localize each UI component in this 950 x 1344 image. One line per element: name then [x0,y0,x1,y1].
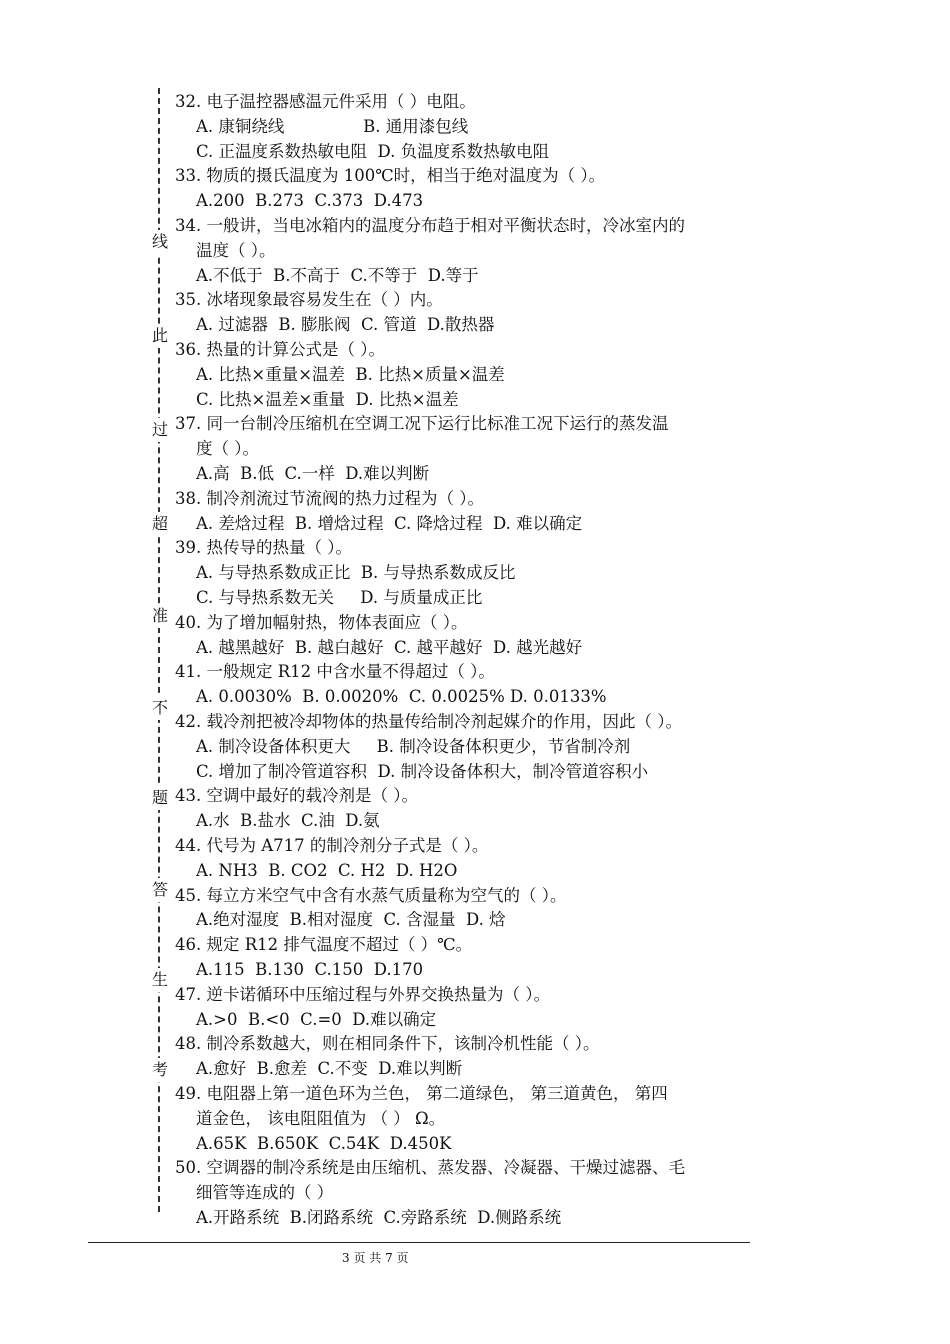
answer-options: A.不低于 B.不高于 C.不等于 D.等于 [196,265,479,285]
binding-char: 此 [150,324,170,348]
binding-char: 过 [150,418,170,442]
binding-char: 生 [150,968,170,992]
answer-options: C. 与导热系数无关 D. 与质量成正比 [196,588,483,607]
answer-options: A. NH3 B. CO2 C. H2 D. H2O [196,860,458,880]
answer-options: A.愈好 B.愈差 C.不变 D.难以判断 [196,1059,463,1079]
binding-char: 超 [150,512,170,536]
question-stem: 42. 载冷剂把被冷却物体的热量传给制冷剂起媒介的作用，因此（ ）。 [175,712,682,731]
question-stem: 48. 制冷系数越大，则在相同条件下，该制冷机性能（ ）。 [175,1034,600,1054]
answer-options: C. 增加了制冷管道容积 D. 制冷设备体积大，制冷管道容积小 [196,761,649,781]
answer-options: A.65K B.650K C.54K D.450K [196,1133,452,1153]
question-stem: 44. 代号为 A717 的制冷剂分子式是（ ）。 [175,836,489,855]
question-stem: 49. 电阻器上第一道色环为兰色， 第二道绿色， 第三道黄色， 第四 [175,1084,668,1103]
answer-options: A. 康铜绕线 B. 通用漆包线 [196,116,469,136]
question-stem: 35. 冰堵现象最容易发生在（ ）内。 [175,290,443,310]
answer-options: A.高 B.低 C.一样 D.难以判断 [196,464,430,483]
question-stem: 33. 物质的摄氏温度为 100℃时，相当于绝对温度为（ ）。 [175,166,606,186]
page-number: 3 页 共 7 页 [342,1251,409,1265]
question-stem: 50. 空调器的制冷系统是由压缩机、蒸发器、冷凝器、干燥过滤器、毛 [175,1158,685,1178]
question-stem: 43. 空调中最好的载冷剂是（ ）。 [175,786,418,806]
answer-options: A.115 B.130 C.150 D.170 [196,960,424,979]
question-stem: 41. 一般规定 R12 中含水量不得超过（ ）。 [175,662,495,682]
answer-options: A.>0 B.<0 C.=0 D.难以确定 [196,1009,437,1029]
answer-options: A. 过滤器 B. 膨胀阀 C. 管道 D.散热器 [196,315,495,335]
question-continuation: 度（ ）。 [196,439,259,459]
answer-options: A. 制冷设备体积更大 B. 制冷设备体积更少，节省制冷剂 [196,736,631,756]
question-stem: 40. 为了增加幅射热，物体表面应（ ）。 [175,612,468,632]
answer-options: A. 差焓过程 B. 增焓过程 C. 降焓过程 D. 难以确定 [196,513,583,533]
answer-options: A. 比热×重量×温差 B. 比热×质量×温差 [196,364,505,384]
answer-options: A. 0.0030% B. 0.0020% C. 0.0025% D. 0.0133% [196,687,607,707]
footer-rule [88,1242,750,1243]
answer-options: A.水 B.盐水 C.油 D.氨 [196,811,380,831]
question-stem: 45. 每立方米空气中含有水蒸气质量称为空气的（ ）。 [175,885,567,905]
question-continuation: 道金色， 该电阻阻值为 （ ） Ω。 [196,1108,446,1128]
question-stem: 37. 同一台制冷压缩机在空调工况下运行比标准工况下运行的蒸发温 [175,414,669,434]
question-stem: 38. 制冷剂流过节流阀的热力过程为（ ）。 [175,488,484,508]
answer-options: A. 与导热系数成正比 B. 与导热系数成反比 [196,563,516,583]
question-continuation: 细管等连成的（ ） [196,1183,334,1203]
binding-char: 题 [150,786,170,810]
binding-dashed-line [158,88,160,1212]
binding-char: 考 [150,1058,170,1082]
question-stem: 32. 电子温控器感温元件采用（ ）电阻。 [175,92,476,111]
answer-options: A.200 B.273 C.373 D.473 [196,191,424,211]
answer-options: A.绝对湿度 B.相对湿度 C. 含湿量 D. 焓 [196,910,506,930]
answer-options: A.开路系统 B.闭路系统 C.旁路系统 D.侧路系统 [196,1208,562,1227]
question-stem: 39. 热传导的热量（ ）。 [175,538,352,558]
question-stem: 46. 规定 R12 排气温度不超过（ ）℃。 [175,935,473,955]
answer-options: C. 正温度系数热敏电阻 D. 负温度系数热敏电阻 [196,141,550,161]
binding-char: 答 [150,878,170,902]
answer-options: C. 比热×温差×重量 D. 比热×温差 [196,389,459,409]
binding-char: 线 [150,230,170,254]
answer-options: A. 越黑越好 B. 越白越好 C. 越平越好 D. 越光越好 [196,637,583,657]
question-stem: 34. 一般讲，当电冰箱内的温度分布趋于相对平衡状态时，冷冰室内的 [175,216,685,235]
question-stem: 36. 热量的计算公式是（ ）。 [175,340,385,359]
question-continuation: 温度（ ）。 [196,240,276,260]
binding-char: 不 [150,696,170,720]
question-stem: 47. 逆卡诺循环中压缩过程与外界交换热量为（ ）。 [175,984,550,1004]
binding-char: 准 [150,604,170,628]
